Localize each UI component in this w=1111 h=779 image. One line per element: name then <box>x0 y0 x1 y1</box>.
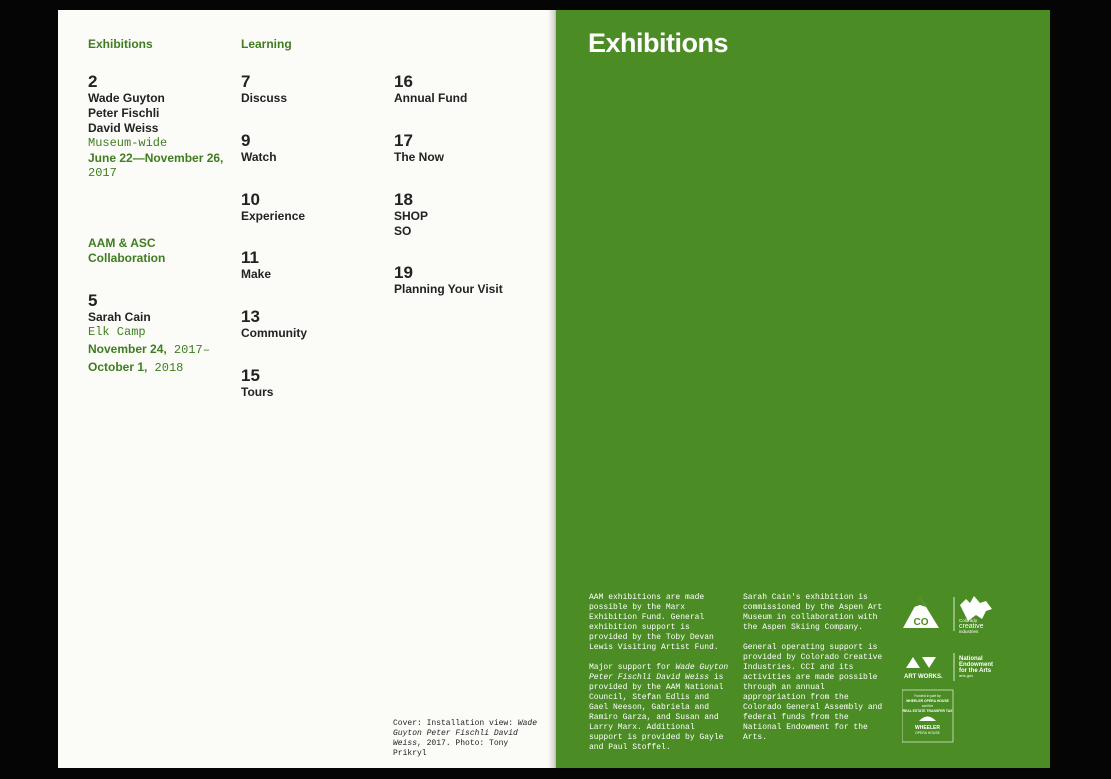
section-title: Annual Fund <box>394 91 468 105</box>
section-title: SHOP <box>394 209 429 223</box>
section-title: Watch <box>241 150 277 164</box>
exhibitions-heading: Exhibitions <box>88 37 153 51</box>
svg-text:Endowment: Endowment <box>959 662 993 668</box>
svg-text:creative: creative <box>959 623 984 630</box>
learning-entry <box>241 131 277 165</box>
cover-credit: Cover: Installation view: Wade Guyton Peter Fischli David Weiss, 2017. Photo: Tony Prikryl <box>393 719 538 758</box>
date-line: October 1, 2018 <box>88 360 184 375</box>
page-number: 10 <box>241 190 260 209</box>
page-number: 5 <box>88 291 98 310</box>
svg-text:arts.gov: arts.gov <box>959 673 974 678</box>
collaboration-heading <box>88 236 165 266</box>
section-title: Tours <box>241 385 274 399</box>
right-page <box>556 10 1050 768</box>
page-number: 9 <box>241 131 251 150</box>
svg-text:Colorado: Colorado <box>959 618 978 623</box>
nea-art-works-icon <box>904 657 943 680</box>
wheeler-opera-house-logo-icon <box>902 690 953 742</box>
artist-name: David Weiss <box>88 121 159 135</box>
learning-entry <box>241 72 287 106</box>
toc-entry-annual-fund <box>394 72 467 106</box>
section-title: Discuss <box>241 91 288 105</box>
section-title: SO <box>394 224 412 238</box>
page-number: 16 <box>394 72 413 91</box>
page-number: 15 <box>241 366 260 385</box>
page-number: 2 <box>88 72 98 91</box>
svg-text:WHEELER: WHEELER <box>915 725 940 731</box>
toc-entry-shop <box>394 190 428 239</box>
venue: Elk Camp <box>88 325 146 339</box>
svg-text:OPERA HOUSE: OPERA HOUSE <box>915 731 940 735</box>
left-page <box>58 10 552 768</box>
learning-entry <box>241 248 271 282</box>
sponsor-logos-graphic <box>902 593 1012 743</box>
page-number: 18 <box>394 190 413 209</box>
learning-entry <box>241 307 307 341</box>
svg-text:WHEELER OPERA HOUSE: WHEELER OPERA HOUSE <box>906 699 949 703</box>
collab-line: Collaboration <box>88 251 166 265</box>
svg-text:and the: and the <box>921 704 934 708</box>
svg-text:Funded in part by: Funded in part by <box>914 694 941 698</box>
learning-entry <box>241 366 273 400</box>
support-credits-col2: Sarah Cain's exhibition is commissioned by the Aspen Art Museum in collaboration with the Aspen Skiing Company. General operating support is provided by Colorado Creative Industries. CCI and its activities are made possible through an annual appropriation from the Colorado General Assembly and federal funds from the National Endowment for the Arts. <box>743 593 883 742</box>
national-endowment-logo-icon <box>959 656 993 678</box>
svg-text:REAL ESTATE TRANSFER TAX: REAL ESTATE TRANSFER TAX <box>902 709 953 713</box>
page-number: 17 <box>394 131 413 150</box>
svg-text:National: National <box>959 656 983 662</box>
section-title: Experience <box>241 209 306 223</box>
date-line: 2017 <box>88 166 117 180</box>
collab-line: AAM & ASC <box>88 236 156 250</box>
date-line: November 24, 2017– <box>88 342 210 357</box>
date-line: June 22—November 26, <box>88 151 224 165</box>
svg-text:industries: industries <box>959 629 979 634</box>
toc-entry-planning <box>394 263 503 297</box>
exhibition-entry-cain <box>88 291 210 376</box>
artist-name: Wade Guyton <box>88 91 165 105</box>
support-credits-col1: AAM exhibitions are made possible by the Marx Exhibition Fund. General exhibition support is provided by the Toby Devan Lewis Visiting Artist Fund. Major support for Wade Guyton Peter Fischli David Weiss is provided by the AAM National Council, Stefan Edlis and Gael Neeson, Gabriela and Ramiro Garza, and Susan and Larry Marx. Additional support is provided by Gayle and Paul Stoffel. <box>589 593 729 752</box>
section-title: Planning Your Visit <box>394 282 503 296</box>
section-title: Make <box>241 267 272 281</box>
page-number: 11 <box>241 248 259 267</box>
learning-heading: Learning <box>241 37 292 51</box>
page-number: 7 <box>241 72 251 91</box>
page-number: 13 <box>241 307 260 326</box>
sponsor-logos <box>902 593 1012 743</box>
section-title: The Now <box>394 150 444 164</box>
major-support: Major support for Wade Guyton Peter Fischli David Weiss is provided by the AAM National Council, Stefan Edlis and Gael Neeson, Gabriela and Ramiro Garza, and Susan and Larry Marx. Additional support is provided by Gayle and Paul Stoffel. <box>589 663 729 752</box>
toc-entry-the-now <box>394 131 444 165</box>
svg-text:ART WORKS.: ART WORKS. <box>904 674 943 680</box>
colorado-creative-industries-logo-icon <box>959 596 992 634</box>
learning-entry <box>241 190 305 224</box>
section-title: Community <box>241 326 307 340</box>
venue: Museum-wide <box>88 136 168 150</box>
artist-name: Peter Fischli <box>88 106 160 120</box>
svg-text:for the Arts: for the Arts <box>959 668 992 674</box>
page-title: Exhibitions <box>588 28 729 58</box>
svg-text:CO: CO <box>913 617 929 628</box>
page-number: 19 <box>394 263 413 282</box>
colorado-logo-icon <box>903 597 939 628</box>
exhibition-entry-guyton <box>88 72 223 181</box>
artist-name: Sarah Cain <box>88 310 151 324</box>
